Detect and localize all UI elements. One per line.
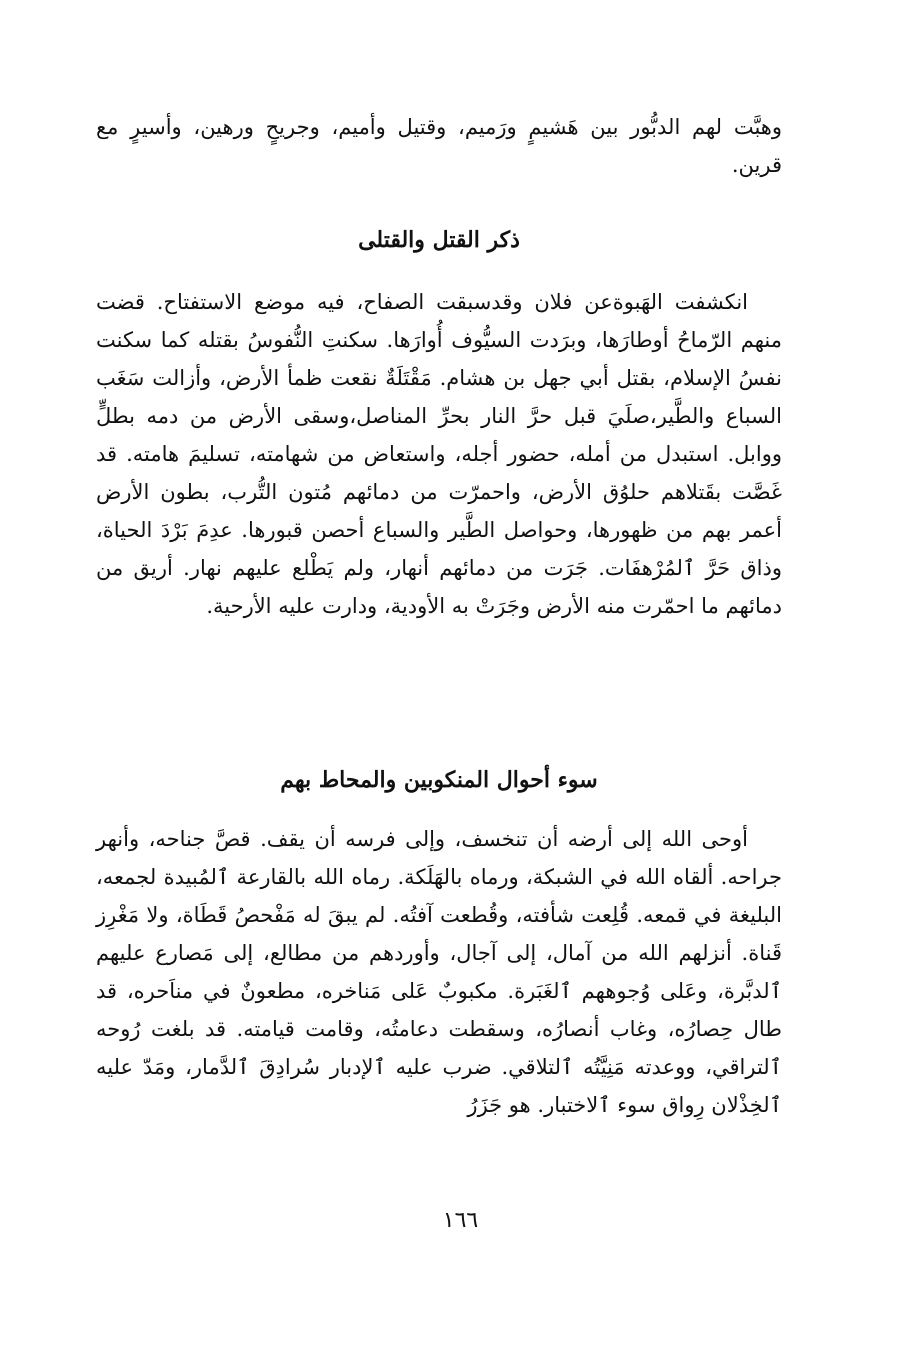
section1-paragraph: انكشفت الهَبوةعن فلان وقدسبقت الصفاح، فيه موضع الاستفتاح. قضت منهم الرّماحُ أوطارَها، وبرَدت السيُّوف أُوارَها. سكنتِ النُّفوسُ بقتله كما سكنت نفسُ الإسلام، بقتل أبي جهل بن هشام. مَقْتَلَةٌ نقعت ظمأ الأرض، وأزالت سَغَب السباع والطَّير،صلَيَ قبل حرَّ النار بحرِّ المناصل،وسقى الأرض من دمه بطلٍّ ووابل. استبدل من أمله، حضور أجله، واستعاض من شهامته، تسليمَ هامته. قد غَصَّت بقَتلاهم حلوُق الأرض، واحمرّت من دمائهم مُتون التُّرب، بطون الأرض أعمر بهم من ظهورها، وحواصل الطَّير والسباع أحصن قبورها. عدِمَ بَرْدَ الحياة، وذاق حَرَّ ٱلمُرْهفَات. جَرَت من دمائهم أنهار، ولم يَطْلع عليهم نهار. أريق من دمائهم ما احمّرت منه الأرض وجَرَتْ به الأودية، ودارت عليه الأرحية. [96,290,782,618]
section1-body [96,283,782,625]
section2-paragraph: أوحى الله إلى أرضه أن تنخسف، وإلى فرسه أن يقف. قصَّ جناحه، وأنهر جراحه. ألقاه الله في الشبكة، ورماه بالهَلَكة. رماه الله بالقارعة ٱلمُبيدة لجمعه، البليغة في قمعه. قُلِعت شأفته، وقُطعت آفتُه. لم يبقَ له مَفْحصُ قَطَاة، ولا مَغْرِز قَناة. أنزلهم الله من آمال، إلى آجال، وأوردهم من مطالع، إلى مَصارع عليهم ٱلدبَّرة، وعَلى وُجوههم ٱلغَبَرة. مكبوبٌ عَلى مَناخره، مطعونٌ في مناَحره، قد طال حِصارُه، وغاب أنصارُه، وسقطت دعامتُه، وقامت قيامته. قد بلغت رُوحه ٱلتراقي، ووعدته مَنِيَّتُه ٱلتلاقي. ضرب عليه ٱلإدبار سُرادِقَ ٱلدَّمار، ومَدّ عليه ٱلخِذْلان رِواق سوء ٱلاختبار. هو جَزَرُ [96,827,782,1117]
section-heading-killing: ذكر القتل والقتلى [358,227,520,253]
intro-paragraph-block [96,108,782,184]
section-heading-afflicted: سوء أحوال المنكوبين والمحاط بهم [280,767,598,793]
intro-paragraph: وهبَّت لهم الدبُّور بين هَشيمٍ ورَميم، وقتيل وأميم، وجريحٍ ورهين، وأسيرٍ مع قرين. [96,115,782,177]
section2-body [96,820,782,1124]
page-number: ١٦٦ [442,1208,479,1233]
